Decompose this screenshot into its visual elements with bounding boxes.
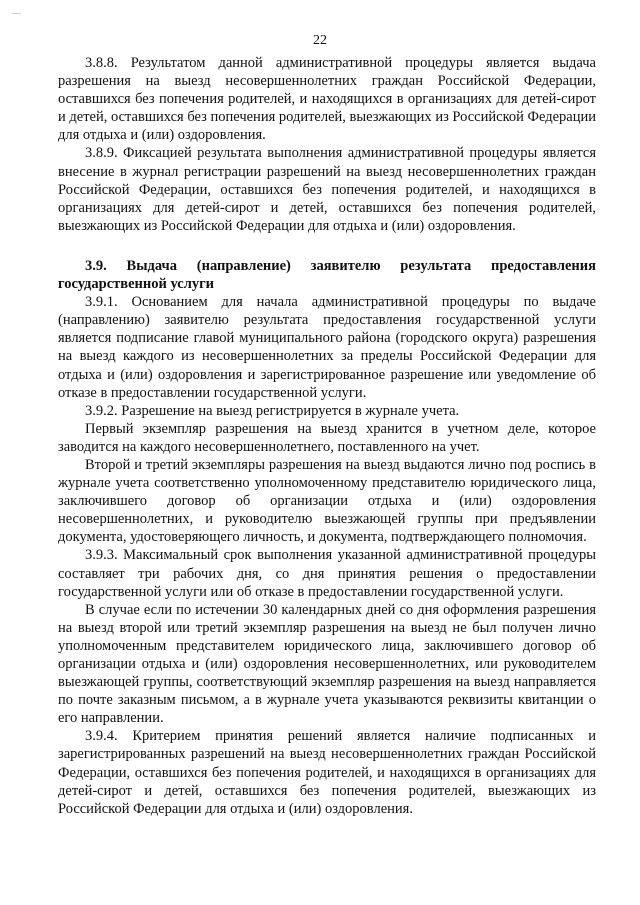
paragraph-30-days: В случае если по истечении 30 календарных дней со дня оформления разрешения на выезд второй или третий экземпляр разрешения на выезд не был получен лично уполномоченным представителем юридического лица, заключившего договор об организации отдыха и (или) оздоровления несовершеннолетних, или руководителем выезжающей группы, соответствующий экземпляр разрешения на выезд направляется по почте заказным письмом, а в журнале учета указываются реквизиты квитанции о его направлении. [58,601,596,727]
paragraph-3-9-1: 3.9.1. Основанием для начала административной процедуры по выдаче (направлению) заявителю результата предоставления государственной услуги является подписание главой муниципального района (городского округа) разрешения на выезд каждого из несовершеннолетних за пределы Российской Федерации для отдыха и (или) оздоровления и зарегистрированное разрешение или уведомление об отказе в предоставлении государственной услуги. [58,294,596,401]
paragraph-second-third-copies: Второй и третий экземпляры разрешения на выезд выдаются лично под роспись в журнале учета соответственно уполномоченному представителю юридического лица, заключившего договор об организации отдыха и (или) оздоровления несовершеннолетних, и руководителю выезжающей группы при предъявлении документа, удостоверяющего личность, и документа, подтверждающего полномочия. [58,456,596,546]
section-heading-3-9: 3.9. Выдача (направление) заявителю результата предоставления государственной услуги [58,257,596,293]
paragraph-3-9-2: 3.9.2. Разрешение на выезд регистрируется в журнале учета. [85,402,460,419]
page-number: 22 [313,33,327,48]
paragraph-3-8-9: 3.8.9. Фиксацией результата выполнения административной процедуры является внесение в журнал регистрации разрешений на выезд несовершеннолетних граждан Российской Федерации, оставшихся без попечения родителей, и находящихся в организациях для детей-сирот и детей, оставшихся без попечения родителей, выезжающих из Российской Федерации для отдыха и (или) оздоровления. [58,145,596,234]
paragraph-first-copy: Первый экземпляр разрешения на выезд хранится в учетном деле, которое заводится на каждого несовершеннолетнего, поставленного на учет. [58,420,596,455]
corner-mark: — [12,8,21,18]
document-body [58,54,596,818]
paragraph-3-9-4: 3.9.4. Критерием принятия решений является наличие подписанных и зарегистрированных разрешений на выезд несовершеннолетних граждан Российской Федерации, оставшихся без попечения родителей, и находящихся в организациях для детей-сирот и детей, оставшихся без попечения родителей, выезжающих из Российской Федерации для отдыха и (или) оздоровления. [58,728,596,817]
paragraph-3-8-8: 3.8.8. Результатом данной административной процедуры является выдача разрешения на выезд несовершеннолетних граждан Российской Федерации, оставшихся без попечения родителей, и находящихся в организациях для детей-сирот и детей, оставшихся без попечения родителей, выезжающих из Российской Федерации для отдыха и (или) оздоровления. [58,55,596,144]
paragraph-3-9-3: 3.9.3. Максимальный срок выполнения указанной административной процедуры составляет три рабочих дня, со дня принятия решения о предоставлении государственной услуги или об отказе в предоставлении государственной услуги. [58,547,596,600]
